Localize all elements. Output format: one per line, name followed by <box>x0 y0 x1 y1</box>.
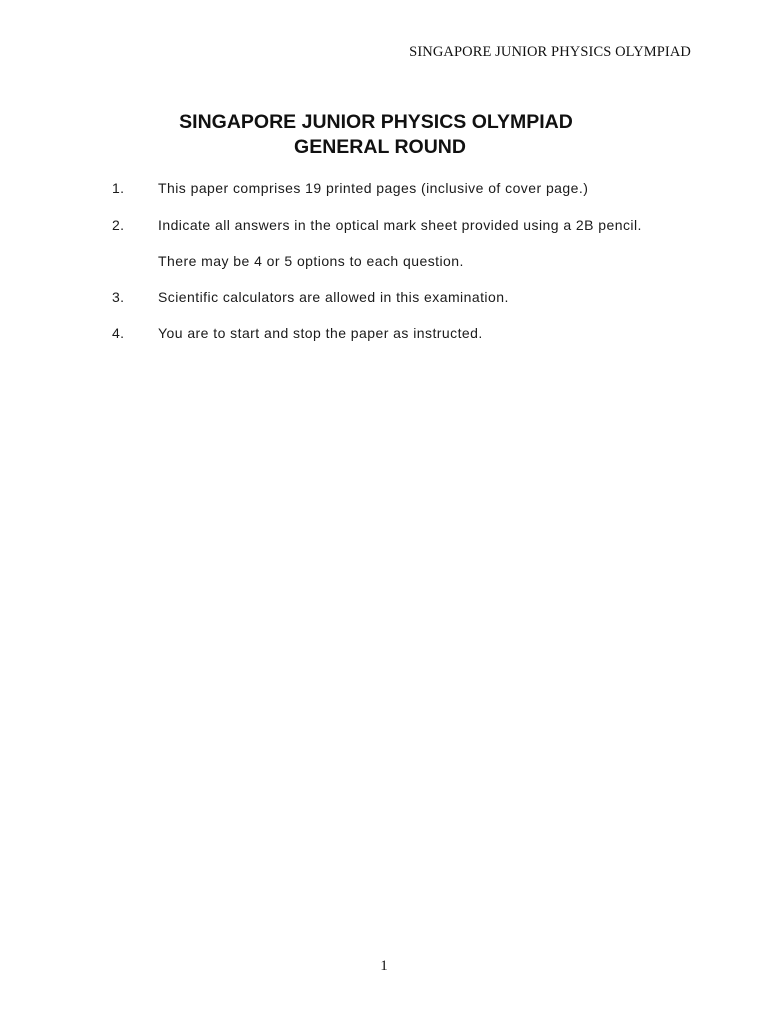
instruction-item <box>0 289 768 309</box>
instruction-number: 4. <box>112 325 125 341</box>
instruction-text: You are to start and stop the paper as instructed. <box>158 325 483 341</box>
instruction-text: Indicate all answers in the optical mark sheet provided using a 2B pencil. <box>158 217 642 233</box>
instruction-number: 1. <box>112 180 125 196</box>
instruction-item-continuation <box>0 253 768 273</box>
instruction-text: Scientific calculators are allowed in this examination. <box>158 289 509 305</box>
page-number-footer <box>0 958 768 975</box>
page-number: 1 <box>380 958 388 974</box>
instruction-number: 2. <box>112 217 125 233</box>
instruction-item <box>0 325 768 345</box>
instruction-text: This paper comprises 19 printed pages (inclusive of cover page.) <box>158 180 589 196</box>
instruction-number: 3. <box>112 289 125 305</box>
instruction-item <box>0 217 768 237</box>
document-title <box>0 110 768 160</box>
running-header: SINGAPORE JUNIOR PHYSICS OLYMPIAD <box>409 44 691 60</box>
instruction-text: There may be 4 or 5 options to each question. <box>158 253 464 269</box>
instruction-item <box>0 180 768 200</box>
title-line-competition: SINGAPORE JUNIOR PHYSICS OLYMPIAD <box>179 111 573 133</box>
title-line-round: GENERAL ROUND <box>294 136 466 158</box>
